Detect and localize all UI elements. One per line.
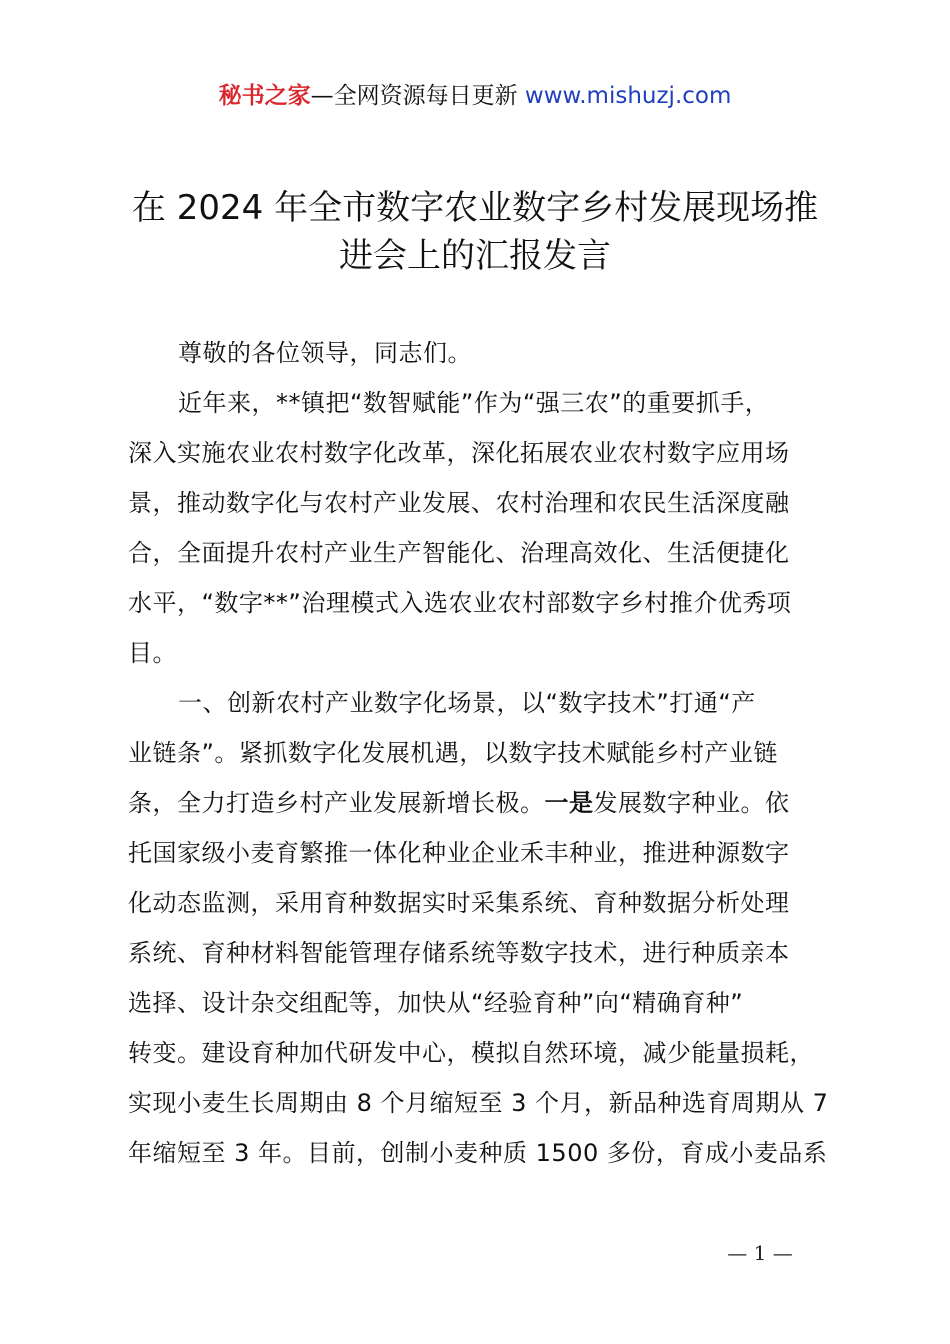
paragraph-line: 水平，“数字**”治理模式入选农业农村部数字乡村推介优秀项 xyxy=(128,589,792,617)
paragraph-line: 近年来，**镇把“数智赋能”作为“强三农”的重要抓手， xyxy=(178,389,770,417)
paragraph-line: 景，推动数字化与农村产业发展、农村治理和农民生活深度融 xyxy=(128,489,790,517)
section-heading-line: 一、创新农村产业数字化场景，以“数字技术”打通“产 xyxy=(178,689,756,717)
title-line-1: 在 2024 年全市数字农业数字乡村发展现场推 xyxy=(131,188,819,228)
title-line-2: 进会上的汇报发言 xyxy=(339,236,611,276)
paragraph-line: 化动态监测，采用育种数据实时采集系统、育种数据分析处理 xyxy=(128,889,790,917)
paragraph-line: 业链条”。紧抓数字化发展机遇，以数字技术赋能乡村产业链 xyxy=(128,739,778,767)
paragraph-text: 发展数字种业。依 xyxy=(593,789,790,817)
paragraph-text: 条，全力打造乡村产业发展新增长极。 xyxy=(128,789,545,817)
site-header xyxy=(0,80,950,112)
paragraph-line xyxy=(128,778,840,828)
paragraph-line: 选择、设计杂交组配等，加快从“经验育种”向“精确育种” xyxy=(128,989,744,1017)
paragraph-line: 实现小麦生长周期由 8 个月缩短至 3 个月，新品种选育周期从 7 xyxy=(128,1089,829,1117)
paragraph-line: 年缩短至 3 年。目前，创制小麦种质 1500 多份，育成小麦品系 xyxy=(128,1139,828,1167)
emphasis-first-point: 一是 xyxy=(544,789,594,817)
paragraph-line: 目。 xyxy=(128,639,177,667)
site-url-link[interactable]: www.mishuzj.com xyxy=(524,83,732,109)
paragraph-line: 托国家级小麦育繁推一体化种业企业禾丰种业，推进种源数字 xyxy=(128,839,790,867)
site-slogan: —全网资源每日更新 xyxy=(310,83,518,109)
document-title xyxy=(80,184,870,280)
paragraph-line: 合，全面提升农村产业生产智能化、治理高效化、生活便捷化 xyxy=(128,539,790,567)
page-number: — 1 — xyxy=(727,1241,793,1265)
paragraph-line: 转变。建设育种加代研发中心，模拟自然环境，减少能量损耗， xyxy=(128,1039,814,1067)
site-brand: 秘书之家 xyxy=(218,83,311,109)
paragraph-line: 深入实施农业农村数字化改革，深化拓展农业农村数字应用场 xyxy=(128,439,790,467)
document-body xyxy=(128,328,840,1178)
paragraph-line: 系统、育种材料智能管理存储系统等数字技术，进行种质亲本 xyxy=(128,939,790,967)
salutation: 尊敬的各位领导，同志们。 xyxy=(178,339,472,367)
